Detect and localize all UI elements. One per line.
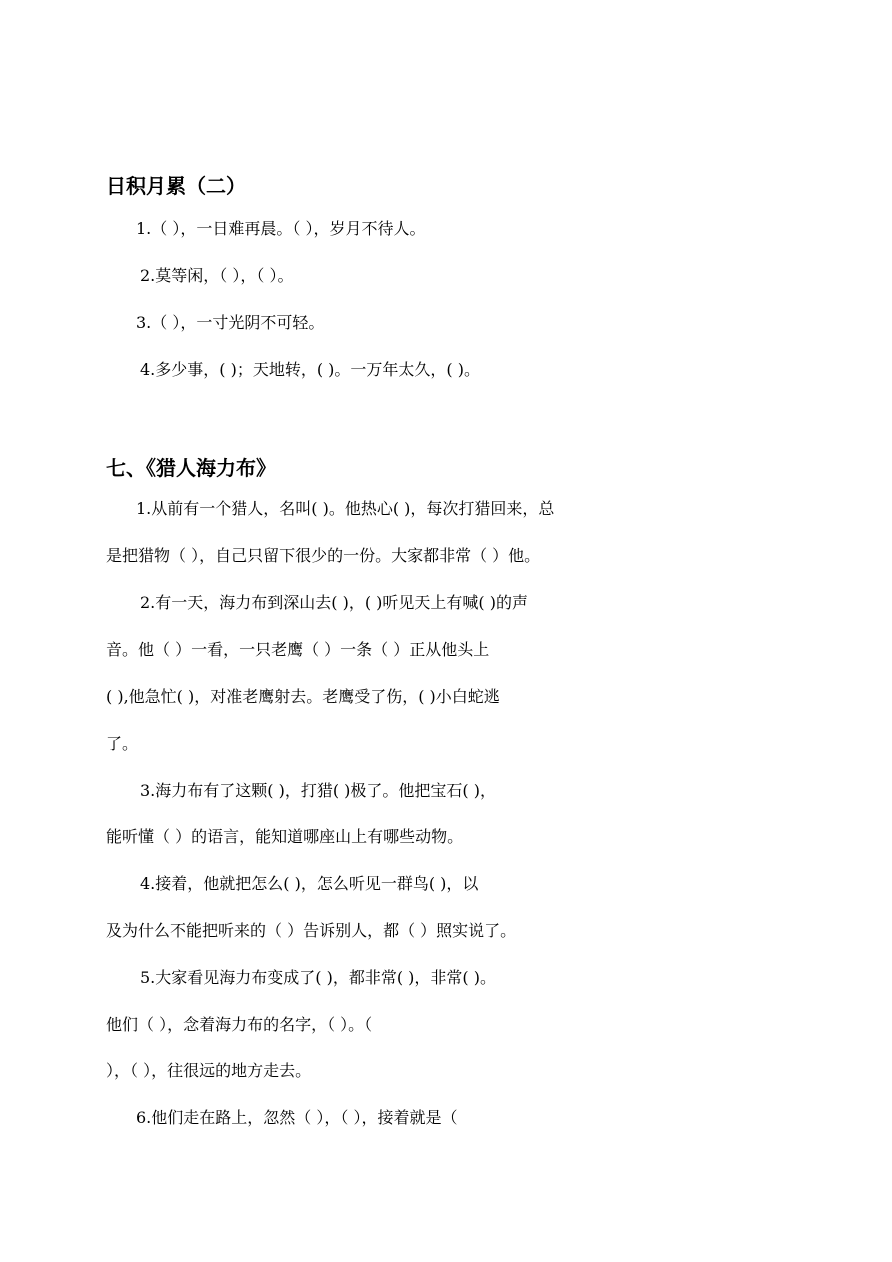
paragraph-line: 1.从前有一个猎人，名叫( )。他热心( )，每次打猎回来，总 [136,499,555,518]
paragraph-line: 是把猎物（ ），自己只留下很少的一份。大家都非常（ ）他。 [106,546,541,565]
item-2: 2.莫等闲，（ ），（ ）。 [140,266,294,285]
paragraph-line: 能听懂（ ）的语言，能知道哪座山上有哪些动物。 [106,827,464,846]
item-3: 3.（ ），一寸光阴不可轻。 [136,313,325,332]
item-4: 4.多少事，( )；天地转，( )。一万年太久，( )。 [140,360,480,379]
paragraph-line: 4.接着，他就把怎么( )，怎么听见一群鸟( )，以 [140,874,479,893]
section-heading-ri-ji-yue-lei: 日积月累（二） [106,174,246,198]
section-heading-hunter-hailibu: 七、《猎人海力布》 [106,456,276,480]
paragraph-line: 音。他（ ）一看，一只老鹰（ ）一条（ ）正从他头上 [106,640,490,659]
paragraph-line: 3.海力布有了这颗( )，打猎( )极了。他把宝石( )， [140,781,496,800]
paragraph-line: 5.大家看见海力布变成了( )，都非常( )，非常( )。 [140,968,496,987]
paragraph-line: 2.有一天，海力布到深山去( )，( )听见天上有喊( )的声 [140,593,528,612]
paragraph-line: ），（ ），往很远的地方走去。 [106,1061,312,1080]
paragraph-line: 6.他们走在路上，忽然（ ），（ ），接着就是（ [136,1108,458,1127]
paragraph-line: 及为什么不能把听来的（ ）告诉别人，都（ ）照实说了。 [106,921,517,940]
item-1: 1.（ ），一日难再晨。（ ），岁月不待人。 [136,219,426,238]
paragraph-line: 他们（ ），念着海力布的名字，（ ）。（ [106,1015,373,1034]
paragraph-line: ( ),他急忙( )，对准老鹰射去。老鹰受了伤，( )小白蛇逃 [106,687,500,706]
paragraph-line: 了。 [106,734,139,753]
